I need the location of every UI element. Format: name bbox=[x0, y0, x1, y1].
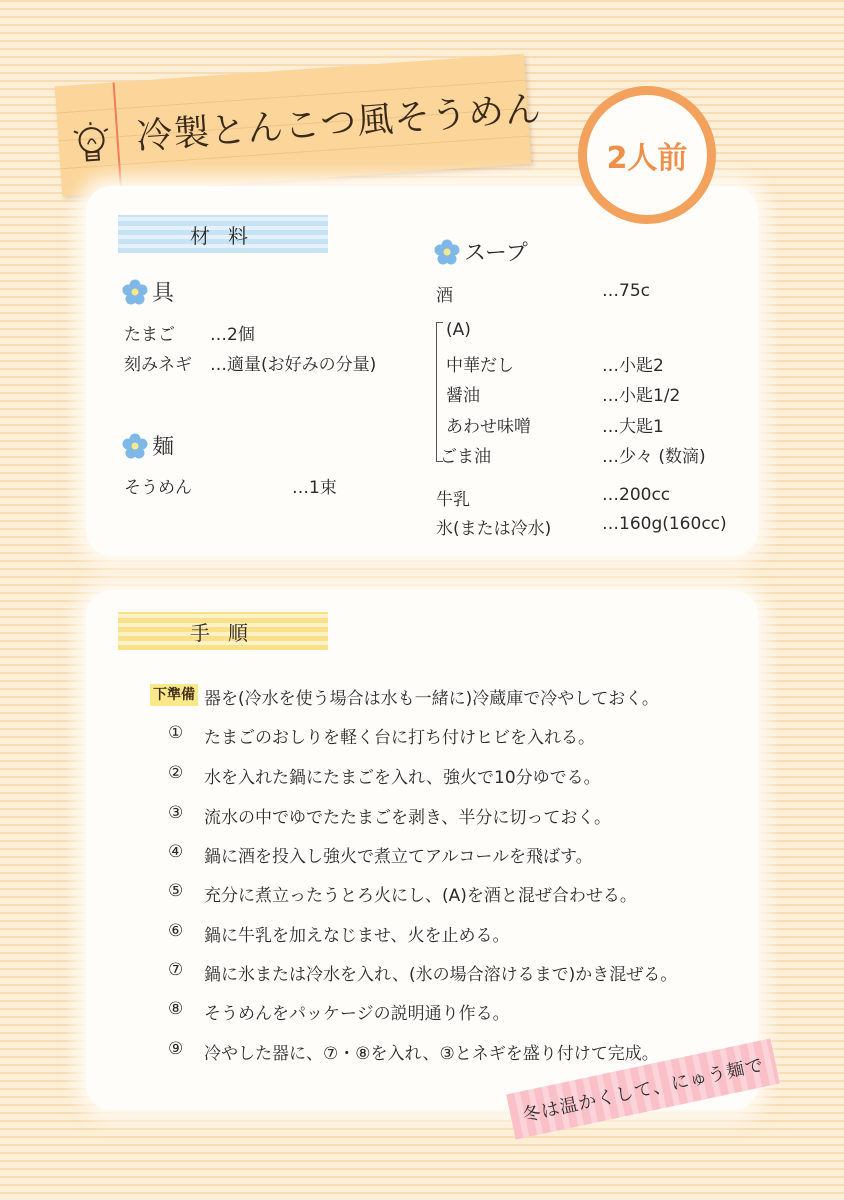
step-5 bbox=[168, 881, 637, 906]
ingredient-amount: …2個 bbox=[210, 325, 255, 345]
flower-icon bbox=[434, 239, 460, 265]
step-number: ⑥ bbox=[168, 921, 184, 941]
ingredient-name: ごま油 bbox=[440, 447, 491, 467]
step-number: ① bbox=[168, 723, 184, 743]
step-number: ⑨ bbox=[168, 1039, 184, 1059]
step-8 bbox=[168, 999, 510, 1024]
step-number: ⑦ bbox=[168, 960, 184, 980]
ingredient-name: 醤油 bbox=[446, 386, 480, 406]
page-title: 冷製とんこつ風そうめん bbox=[135, 88, 544, 158]
step-7 bbox=[168, 960, 677, 985]
servings-text: 2人前 bbox=[606, 141, 688, 176]
section-gu-title: 具 bbox=[152, 281, 175, 306]
ingredient-amount: …200cc bbox=[602, 485, 671, 505]
ingredients-header bbox=[118, 215, 328, 253]
ingredient-amount: …160g(160cc) bbox=[602, 514, 727, 534]
ingredient-name: 刻みネギ bbox=[124, 355, 192, 375]
ingredient-name: そうめん bbox=[124, 478, 192, 498]
ingredient-amount: …適量(お好みの分量) bbox=[210, 355, 377, 375]
ingredient-name: 牛乳 bbox=[436, 490, 470, 510]
note-text: 冬は温かくして、にゅう麺で bbox=[520, 1054, 766, 1127]
flower-icon bbox=[122, 279, 148, 305]
ingredients-header-text: 材料 bbox=[190, 223, 266, 248]
ingredient-amount: …小匙2 bbox=[602, 356, 664, 376]
step-text: 鍋に酒を投入し強火で煮立てアルコールを飛ばす。 bbox=[204, 847, 593, 867]
ingredient-amount: …少々 (数滴) bbox=[602, 447, 706, 467]
step-text: 水を入れた鍋にたまごを入れ、強火で10分ゆでる。 bbox=[204, 768, 601, 788]
step-4 bbox=[168, 842, 593, 867]
ingredient-amount: …1束 bbox=[292, 478, 337, 498]
step-number: ④ bbox=[168, 842, 184, 862]
step-text: 鍋に氷または冷水を入れ、(氷の場合溶けるまで)かき混ぜる。 bbox=[204, 965, 678, 985]
ingredient-name: あわせ味噌 bbox=[446, 417, 531, 437]
ingredient-amount: …大匙1 bbox=[602, 417, 664, 437]
note-margin-line bbox=[113, 82, 123, 192]
step-1 bbox=[168, 723, 595, 748]
step-6 bbox=[168, 921, 510, 946]
title-note bbox=[55, 54, 544, 197]
group-a-bracket bbox=[436, 322, 443, 462]
ingredient-name: 酒 bbox=[436, 286, 453, 306]
lightbulb-icon bbox=[71, 121, 112, 170]
step-9 bbox=[168, 1039, 659, 1064]
step-number: ⑤ bbox=[168, 881, 184, 901]
step-number: ⑧ bbox=[168, 999, 184, 1019]
section-gu bbox=[122, 276, 174, 307]
step-text: そうめんをパッケージの説明通り作る。 bbox=[204, 1004, 510, 1024]
group-a-label: (A) bbox=[446, 320, 471, 340]
steps-header-text: 手順 bbox=[190, 620, 266, 645]
step-number: ② bbox=[168, 763, 184, 783]
steps-header bbox=[118, 612, 328, 650]
section-soup bbox=[434, 236, 528, 267]
section-men bbox=[122, 430, 174, 461]
ingredient-name: 中華だし bbox=[446, 356, 514, 376]
section-men-title: 麺 bbox=[152, 435, 175, 460]
prep-tag: 下準備 bbox=[150, 684, 198, 706]
step-number: ③ bbox=[168, 803, 184, 823]
ingredient-amount: …75c bbox=[602, 281, 650, 301]
step-text: たまごのおしりを軽く台に打ち付けヒビを入れる。 bbox=[204, 728, 595, 748]
step-3 bbox=[168, 803, 611, 828]
servings-badge bbox=[578, 86, 716, 224]
step-2 bbox=[168, 763, 601, 788]
ingredient-name: たまご bbox=[124, 325, 175, 345]
step-text: 鍋に牛乳を加えなじませ、火を止める。 bbox=[204, 926, 510, 946]
step-text: 流水の中でゆでたたまごを剥き、半分に切っておく。 bbox=[204, 808, 611, 828]
ingredient-name: 氷(または冷水) bbox=[436, 519, 552, 539]
ingredient-amount: …小匙1/2 bbox=[602, 386, 681, 406]
step-text: 冷やした器に、⑦・⑧を入れ、③とネギを盛り付けて完成。 bbox=[204, 1044, 659, 1064]
flower-icon bbox=[122, 433, 148, 459]
step-text: 充分に煮立ったうとろ火にし、(A)を酒と混ぜ合わせる。 bbox=[204, 886, 637, 906]
section-soup-title: スープ bbox=[464, 241, 528, 266]
prep-text: 器を(冷水を使う場合は水も一緒に)冷蔵庫で冷やしておく。 bbox=[204, 689, 659, 709]
